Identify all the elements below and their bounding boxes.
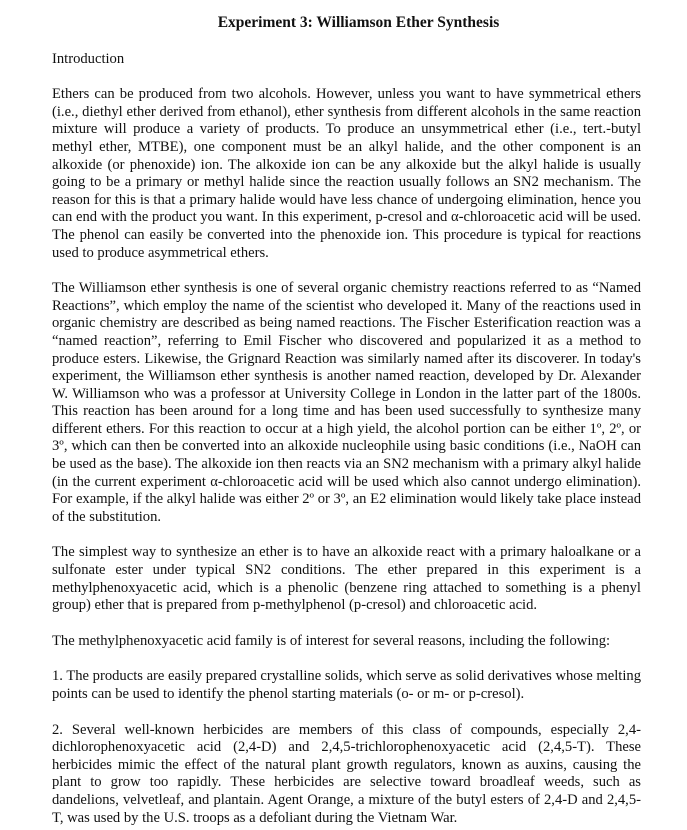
page-title: Experiment 3: Williamson Ether Synthesis xyxy=(217,14,500,31)
paragraph-simplest-synthesis: The simplest way to synthesize an ether is to have an alkoxide react with a primary haloalkane or a sulfonate ester under typical SN2 conditions. The ether prepared in this experiment is a methylphenoxyacetic acid, which is a phenolic (benzene ring attached to something is a phenyl group) ether that is prepared from p-methylphenol (p-cresol) and chloroacetic acid. xyxy=(52,544,641,614)
list-item-1: 1. The products are easily prepared crystalline solids, which serve as solid derivatives whose melting points can be used to identify the phenol starting materials (o- or m- or p-cresol). xyxy=(52,668,641,702)
list-item-2: 2. Several well-known herbicides are members of this class of compounds, especially 2,4-dichlorophenoxyacetic acid (2,4-D) and 2,4,5-trichlorophenoxyacetic acid (2,4,5-T). These herbicides mimic the effect of the natural plant growth regulators, known as auxins, causing the plant to grow too rapidly. These herbicides are selective toward broadleaf weeds, such as dandelions, velvetleaf, and plantain. Agent Orange, a mixture of the butyl esters of 2,4-D and 2,4,5-T, was used by the U.S. troops as a defoliant during the Vietnam War. xyxy=(52,721,641,826)
section-heading: Introduction xyxy=(52,50,125,67)
paragraph-ether-production: Ethers can be produced from two alcohols. However, unless you want to have symmetrical ethers (i.e., diethyl ether derived from ethanol), ether synthesis from different alcohols in the same reaction mixture will produce a variety of products. To produce an unsymmetrical ether (i.e., tert.-butyl methyl ether, MTBE), one component must be an alkyl halide, and the other component is an alkoxide (or phenoxide) ion. The alkoxide ion can be any alkoxide but the alkyl halide is usually going to be a primary or methyl halide since the reaction usually follows an SN2 mechanism. The reason for this is that a primary halide would have less chance of undergoing elimination, hence you can end with the product you want. In this experiment, p-cresol and α-chloroacetic acid will be used. The phenol can easily be converted into the phenoxide ion. This procedure is typical for reactions used to produce asymmetrical ethers. xyxy=(52,86,641,261)
paragraph-named-reactions: The Williamson ether synthesis is one of several organic chemistry reactions referred to as “Named Reactions”, which employ the name of the scientist who developed it. Many of the reactions used in organic chemistry are described as being named reactions. The Fischer Esterification reaction was a “named reaction”, referring to Emil Fischer who discovered and popularized it as a method to produce esters. Likewise, the Grignard Reaction was similarly named after its discoverer. In today's experiment, the Williamson ether synthesis is another named reaction, developed by Dr. Alexander W. Williamson who was a professor at University College in London in the latter part of the 1800s. This reaction has been around for a long time and has been used successfully to synthesize many different ethers. For this reaction to occur at a high yield, the alcohol portion can be either 1º, 2º, or 3º, which can then be converted into an alkoxide nucleophile using basic conditions (i.e., NaOH can be used as the base). The alkoxide ion then reacts via an SN2 mechanism with a primary alkyl halide (in the current experiment α-chloroacetic acid will be used which also cannot undergo elimination). For example, if the alkyl halide was either 2º or 3º, an E2 elimination would likely take place instead of the substitution. xyxy=(52,280,641,525)
paragraph-family-interest: The methylphenoxyacetic acid family is of interest for several reasons, including the following: xyxy=(52,632,611,649)
